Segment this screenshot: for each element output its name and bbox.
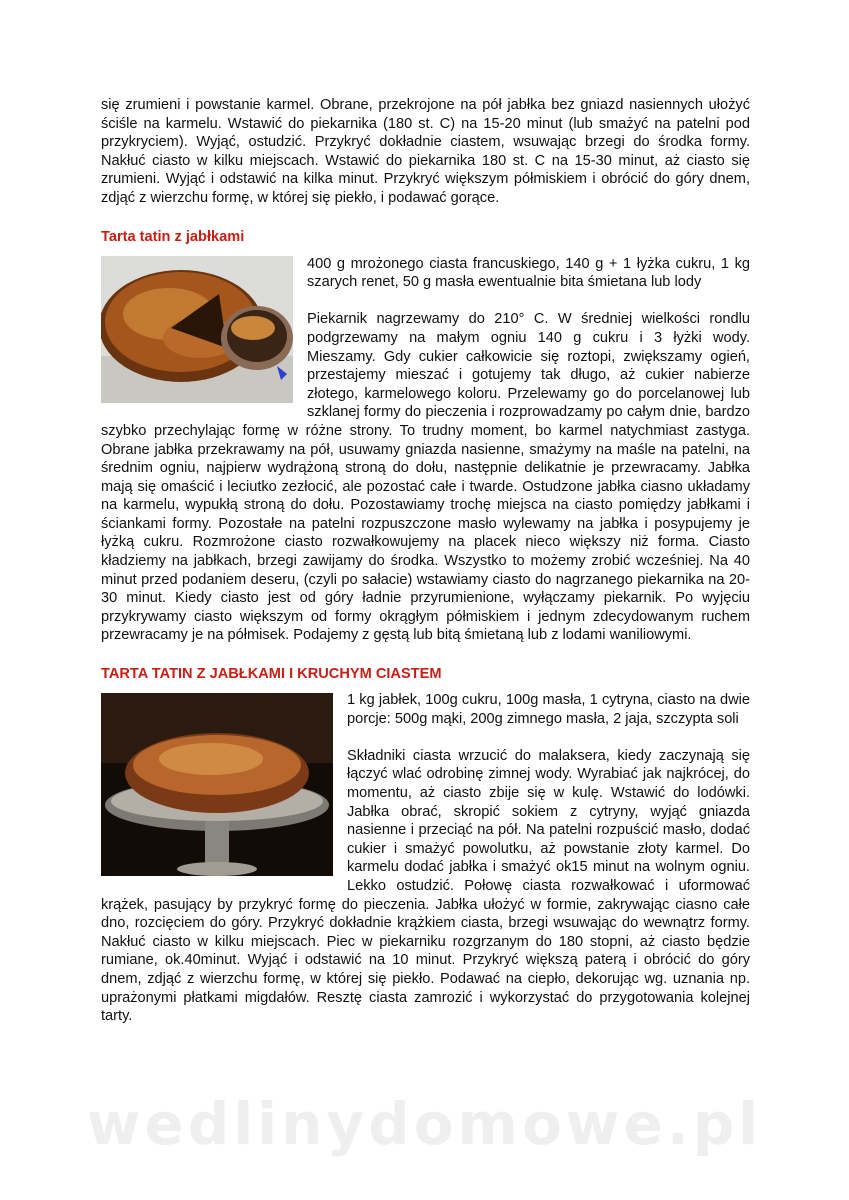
recipe1-method: Piekarnik nagrzewamy do 210° C. W średniej wielkości rondlu podgrzewamy na małym ogniu 140 g cukru i 3 łyżki wody. Mieszamy. Gdy cukier całkowicie się roztopi, zwiększamy ogień, przestajemy mieszać i gotujemy tak długo, aż cukier nabierze złotego, karmelowego koloru. Przelewamy go do porcelanowej lub szklanej formy do pieczenia i rozprowadzamy po całym dnie, bardzo szybko przechylając formę w różne strony. To trudny moment, bo karmel natychmiast zastyga. Obrane jabłka przekrawamy na pół, usuwamy gniazda nasienne, smażymy na maśle na patelni, na średnim ogniu, najpierw wydrążoną stroną do dołu, następnie delikatnie je przewracamy. Jabłka mają się omaścić i leciutko zezłocić, ale pozostać całe i twarde. Ostudzone jabłka ciasno układamy na karmelu, wypukłą stroną do dołu. Pozostawiamy trochę miejsca na ciasto pomiędzy jabłkami i ściankami formy. Pozostałe na patelni rozpuszczone masło wylewamy na jabłka i posypujemy je łyżką cukru. Rozmrożone ciasto rozwałkowujemy na placek nieco większy niż forma. Ciasto kładziemy na jabłkach, brzegi zawijamy do środka. Wszystko to możemy zrobić wcześniej. Na 40 minut przed podaniem deseru, (czyli po sałacie) wstawiamy ciasto do nagrzanego piekarnika na 20-30 minut. Kiedy ciasto jest od góry ładnie przyrumienione, wyłączamy piekarnik. Po wyjęciu przykrywamy ciasto większym od formy okrągłym półmiskiem i jednym zdecydowanym ruchem przewracamy je na półmisek. Podajemy z gęstą lub bitą śmietaną lub z lodami waniliowymi. [101,311,750,644]
recipe1-ingredients: 400 g mrożonego ciasta francuskiego, 140 g + 1 łyżka cukru, 1 kg szarych renet, 50 g masła ewentualnie bita śmietana lub lody [307,255,750,291]
watermark: wedlinydomowe.pl [86,1090,763,1158]
document-page [101,96,750,1026]
recipe1-title: Tarta tatin z jabłkami [101,228,245,245]
recipe2-method: Składniki ciasta wrzucić do malaksera, kiedy zaczynają się łączyć wlać odrobinę zimnej wody. Wyrabiać jak najkrócej, do momentu, aż ciasto zbije się w kulę. Wstawić do lodówki. Jabłka obrać, skropić sokiem z cytryny, wyjąć gniazda nasienne i przeciąć na pół. Na patelni rozpuścić masło, dodać cukier i smażyć powolutku, aż powstanie złoty karmel. Do karmelu dodać jabłka i smażyć ok15 minut na wolnym ogniu. Lekko ostudzić. Połowę ciasta rozwałkować i uformować krążek, pasujący by przykryć formę do pieczenia. Jabłka ułożyć w formie, zakrywając ciasno całe dno, rozcięciem do góry. Przykryć dokładnie krążkiem ciasta, brzegi wsuwając do wewnątrz formy. Nakłuć ciasto w kilku miejscach. Piec w piekarniku rozgrzanym do 180 stopni, aż ciasto będzie rumiane, ok.40minut. Wyjąć i odstawić na 10 minut. Przykryć większą paterą i obrócić do góry dnem, zdjąć z wierzchu formę, w której się piekło. Podawać na ciepło, dekorując wg. uznania np. uprażonymi płatkami migdałów. Resztę ciasta zamrozić i wykorzystać do przygotowania kolejnej tarty. [101,747,750,1025]
recipe2-title: TARTA TATIN Z JABŁKAMI I KRUCHYM CIASTEM [101,666,442,683]
recipe2-photo [101,693,333,876]
intro-paragraph: się zrumieni i powstanie karmel. Obrane, przekrojone na pół jabłka bez gniazd nasiennych ułożyć ściśle na karmelu. Wstawić do piekarnika (180 st. C) na 15-20 minut (lub smażyć na patelni pod przykryciem). Wyjąć, ostudzić. Przykryć dokładnie ciastem, wsuwając brzegi do środka formy. Nakłuć ciasto w kilku miejscach. Wstawić do piekarnika 180 st. C na 15-30 minut, aż ciasto się zrumieni. Wyjąć i odstawić na kilka minut. Przykryć większym półmiskiem i obrócić do góry dnem, zdjąć z wierzchu formę, w której się piekło, i podawać gorące. [101,97,750,206]
recipe1-photo [101,256,293,403]
recipe2-ingredients: 1 kg jabłek, 100g cukru, 100g masła, 1 cytryna, ciasto na dwie porcje: 500g mąki, 200g zimnego masła, 2 jaja, szczypta soli [347,692,750,727]
